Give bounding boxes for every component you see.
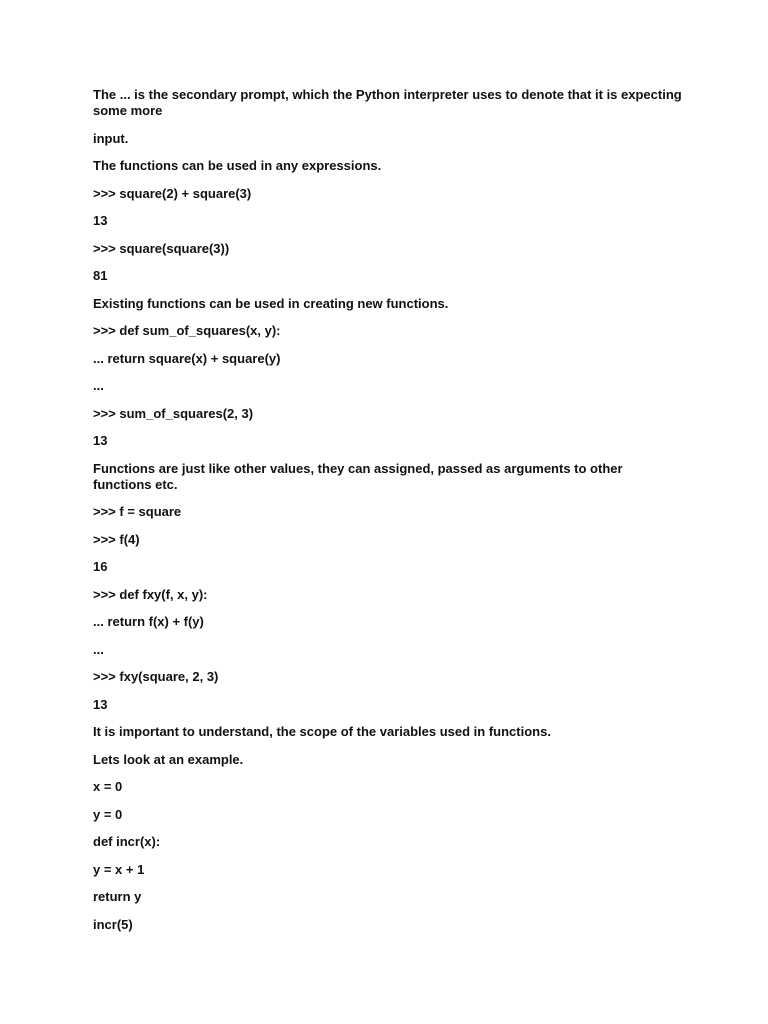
code-line: >>> f = square: [93, 504, 182, 519]
code-line: y = x + 1: [93, 861, 145, 877]
text-line: The ... is the secondary prompt, which the Python interpreter uses to denote that it is expecting some more: [93, 87, 686, 118]
code-line: >>> square(square(3)): [93, 240, 230, 256]
output-line: 16: [93, 559, 108, 574]
text-line: It is important to understand, the scope of the variables used in functions.: [93, 724, 551, 739]
code-line: x = 0: [93, 779, 123, 794]
output-line: 13: [93, 696, 108, 712]
code-line: def incr(x):: [93, 834, 161, 849]
output-line: 13: [93, 433, 108, 448]
code-line: >>> def fxy(f, x, y):: [93, 586, 208, 602]
code-line: >>> def sum_of_squares(x, y):: [93, 323, 281, 338]
code-line: >>> sum_of_squares(2, 3): [93, 405, 254, 421]
text-line: Existing functions can be used in creating new functions.: [93, 295, 449, 311]
code-line: ... return square(x) + square(y): [93, 350, 281, 366]
code-line: return y: [93, 889, 142, 904]
code-line: >>> square(2) + square(3): [93, 185, 252, 201]
output-line: 81: [93, 268, 108, 283]
code-line: y = 0: [93, 806, 123, 822]
output-line: 13: [93, 213, 108, 228]
text-line: input.: [93, 130, 129, 146]
code-line: incr(5): [93, 916, 133, 932]
text-line: Lets look at an example.: [93, 751, 244, 767]
text-line: Functions are just like other values, they can assigned, passed as arguments to other functions etc.: [93, 460, 627, 492]
code-line: ... return f(x) + f(y): [93, 614, 204, 629]
document-body: [93, 87, 686, 944]
code-line: >>> f(4): [93, 531, 140, 547]
code-line: ...: [93, 378, 104, 393]
text-line: The functions can be used in any expressions.: [93, 158, 382, 173]
code-line: ...: [93, 641, 104, 657]
code-line: >>> fxy(square, 2, 3): [93, 669, 219, 684]
